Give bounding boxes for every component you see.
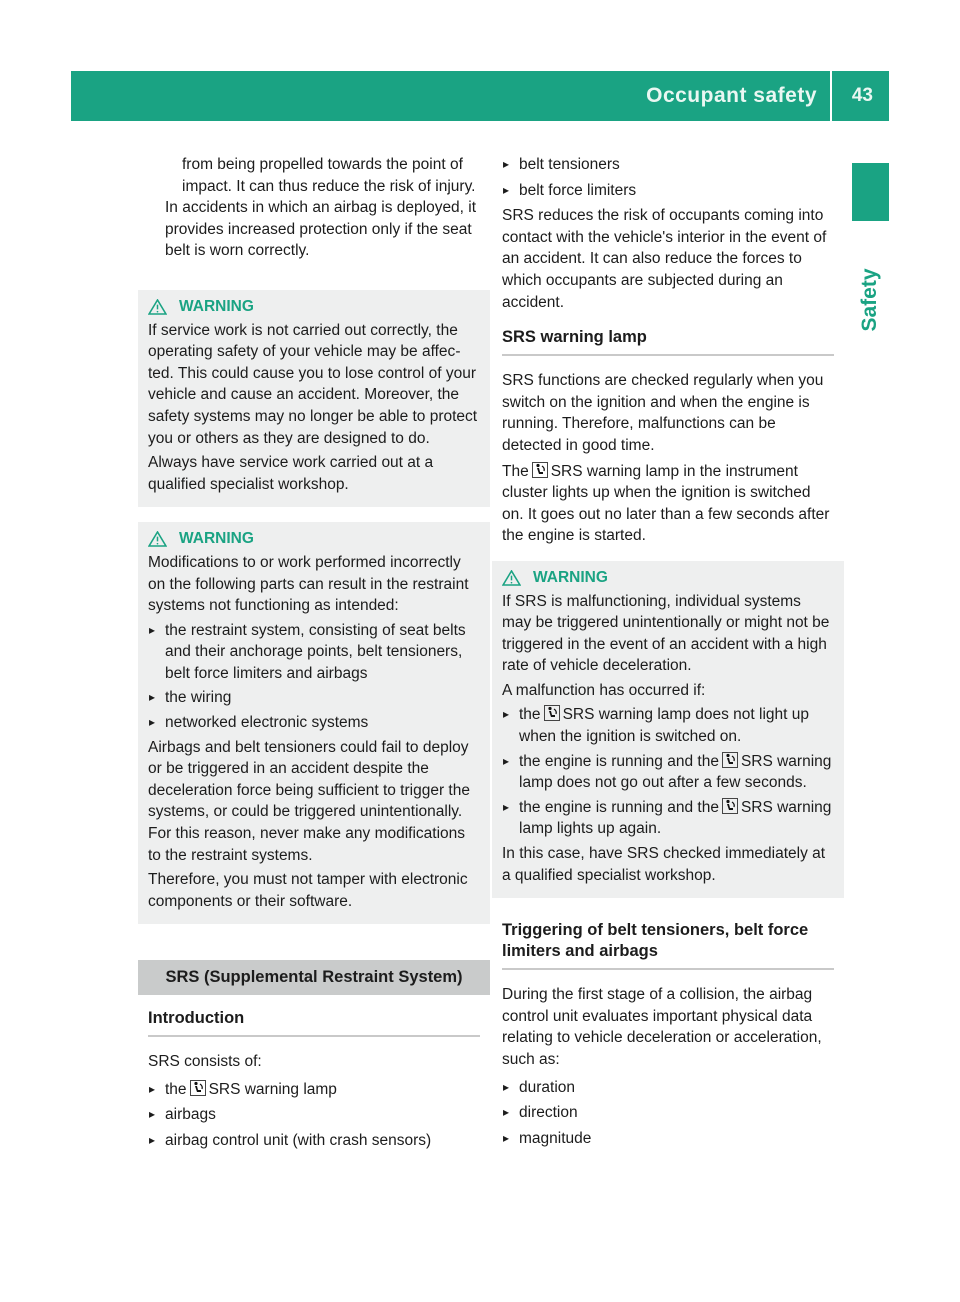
triggering-paragraph: During the first stage of a collision, the airbag control unit evaluates important physical data relating to vehicle deceleration or acceleration, such as: [502, 986, 822, 1068]
header-divider [830, 71, 832, 121]
continued-text: from being propelled towards the point of impact. It can thus reduce the risk of injury. [182, 156, 476, 195]
triggering-heading: Triggering of belt tensioners, belt force limiters and airbags [502, 920, 834, 970]
page-header [71, 71, 889, 121]
warning-text: If SRS is malfunctioning, individual systems may be triggered unintentionally or might not be triggered in the event of an accident with a high rate of vehicle deceleration. [502, 592, 830, 675]
airbag-paragraph: In accidents in which an airbag is deployed, it provides increased protection only if the seat belt is worn correctly. [165, 199, 477, 260]
lamp-paragraph-1: SRS functions are checked regularly when you switch on the ignition and when the engine is running. Therefore, malfunctions can be detected in good time. [502, 372, 824, 454]
list-item: ▸ direction [502, 1102, 834, 1124]
warning-text: Therefore, you must not tamper with electronic components or their software. [148, 871, 468, 910]
list-item: ▸ airbags [148, 1104, 480, 1126]
warning-label: WARNING [179, 530, 254, 548]
warning-label: WARNING [533, 568, 608, 586]
chapter-tab-label: Safety [858, 268, 881, 332]
intro-heading: Introduction [148, 1008, 480, 1037]
warning-box-srs-malfunction [492, 561, 844, 898]
section-title: Occupant safety [646, 84, 817, 107]
list-item: ▸ the SRS warning lamp [148, 1079, 480, 1101]
lamp-paragraph-2: The SRS warning lamp in the instrument cluster lights up when the ignition is switched on. It goes out no later than a few seconds after the engine is started. [502, 462, 830, 545]
warning-box-service [138, 290, 490, 507]
list-item: ▸ magnitude [502, 1128, 834, 1150]
list-item: ▸ airbag control unit (with crash sensors) [148, 1130, 480, 1152]
page-number: 43 [851, 85, 873, 106]
srs-lamp-heading: SRS warning lamp [502, 327, 834, 356]
warning-text: In this case, have SRS checked immediately at a qualified specialist workshop. [502, 845, 826, 884]
list-item: ▸ the wiring [148, 687, 480, 709]
srs-warning-lamp-icon [190, 1080, 206, 1096]
srs-components-list [148, 1079, 480, 1152]
warning-list [148, 620, 480, 734]
srs-components-list-cont [502, 154, 834, 201]
srs-reduces-paragraph: SRS reduces the risk of occupants coming into contact with the vehicle's interior in the event of an accident. It can also reduce the forces to which occupants are subjected during an accident. [502, 207, 827, 311]
warning-header [502, 567, 834, 589]
list-item: ▸ the restraint system, consisting of seat belts and their anchorage points, belt tensioners, belt force limiters and airbags [148, 620, 480, 685]
consists-of-text: SRS consists of: [148, 1053, 262, 1070]
list-item: ▸ the engine is running and the SRS warning lamp does not go out after a few seconds. [502, 751, 834, 794]
warning-label: WARNING [179, 297, 254, 315]
malfunction-list [502, 704, 834, 840]
list-item: ▸ networked electronic systems [148, 712, 480, 734]
list-item: ▸ the engine is running and the SRS warning lamp lights up again. [502, 797, 834, 840]
warning-box-modifications [138, 522, 490, 924]
left-column [148, 154, 480, 1155]
warning-text: Always have service work carried out at a qualified specialist workshop. [148, 454, 434, 493]
list-item: ▸ belt force limiters [502, 180, 834, 202]
list-item: ▸ duration [502, 1077, 834, 1099]
chapter-tab-block [852, 163, 889, 221]
warning-triangle-icon [502, 570, 521, 586]
srs-warning-lamp-icon [544, 705, 560, 721]
warning-text: A malfunction has occurred if: [502, 681, 706, 699]
srs-warning-lamp-icon [532, 462, 548, 478]
warning-text: Airbags and belt tensioners could fail to deploy or be triggered in an accident despite the deceleration force being sufficient to trigger the systems, or could be triggered unintentionally. For this reason, never make any modifications to the restraint systems. [148, 738, 470, 864]
list-item: ▸ the SRS warning lamp does not light up when the ignition is switched on. [502, 704, 834, 747]
srs-warning-lamp-icon [722, 798, 738, 814]
warning-header [148, 296, 480, 318]
list-item: ▸ belt tensioners [502, 154, 834, 176]
right-column [502, 154, 834, 1153]
section-heading-bar: SRS (Supplemental Restraint System) [138, 960, 490, 995]
warning-triangle-icon [148, 531, 167, 547]
warning-triangle-icon [148, 299, 167, 315]
warning-text: If service work is not carried out correctly, the operating safety of your vehicle may be affected. This could cause you to lose control of your vehicle and cause an accident. Moreover, the safety systems may no longer be able to protect you or others as they are designed to do. [148, 321, 478, 447]
srs-warning-lamp-icon [722, 752, 738, 768]
warning-header [148, 528, 480, 550]
evaluation-criteria-list [502, 1077, 834, 1150]
warning-text: Modifications to or work performed incorrectly on the following parts can result in the restraint systems not functioning as intended: [148, 553, 469, 615]
